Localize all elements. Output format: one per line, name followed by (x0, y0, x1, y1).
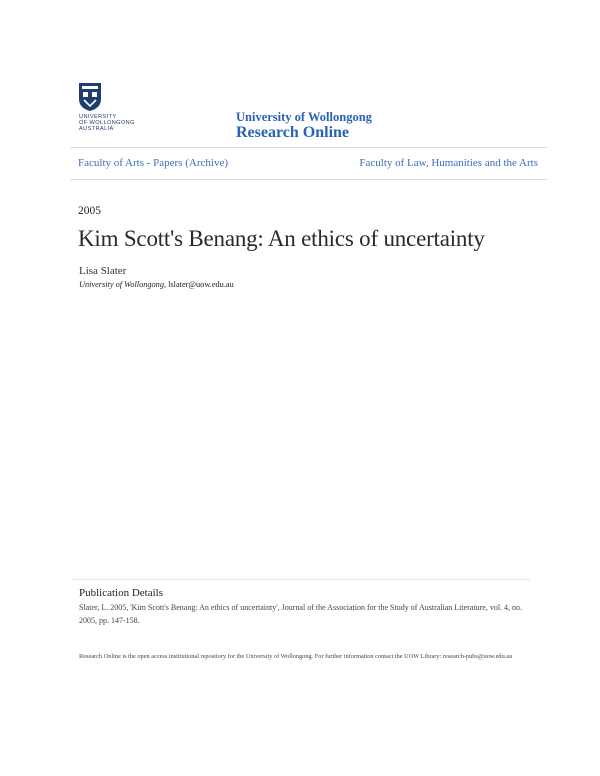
logo-wordmark (79, 114, 149, 133)
repository-footer-note: Research Online is the open access institutional repository for the University of Wollongong. For further information contact the UOW Library: research-pubs@uow.edu.au (79, 653, 513, 660)
publication-year: 2005 (78, 205, 101, 217)
collection-link-law-humanities[interactable]: Faculty of Law, Humanities and the Arts (359, 157, 538, 169)
author-name: Lisa Slater (79, 265, 127, 277)
publication-details-text: Slater, L. 2005, 'Kim Scott's Benang: An ethics of uncertainty', Journal of the Association for the Study of Australian Literature, vol. 4, no. 2005, pp. 147-158. (79, 603, 523, 625)
details-divider (72, 579, 530, 580)
top-divider (70, 147, 547, 148)
author-email[interactable]: , lslater@uow.edu.au (163, 280, 234, 289)
affiliation-institution: University of Wollongong (79, 280, 164, 289)
research-online-link[interactable]: Research Online (236, 124, 350, 141)
author-affiliation (79, 280, 234, 289)
university-name-link[interactable]: University of Wollongong (236, 110, 372, 124)
crest-icon (78, 82, 102, 112)
repository-header (236, 110, 372, 142)
collection-link-arts-papers[interactable]: Faculty of Arts - Papers (Archive) (78, 157, 228, 169)
university-logo[interactable] (78, 82, 148, 138)
logo-line: OF WOLLONGONG (79, 120, 135, 127)
paper-title: Kim Scott's Benang: An ethics of uncertainty (78, 226, 485, 251)
logo-line: AUSTRALIA (79, 126, 114, 133)
publication-details-heading: Publication Details (79, 587, 164, 599)
logo-line: UNIVERSITY (79, 114, 117, 120)
collection-divider (70, 179, 547, 180)
